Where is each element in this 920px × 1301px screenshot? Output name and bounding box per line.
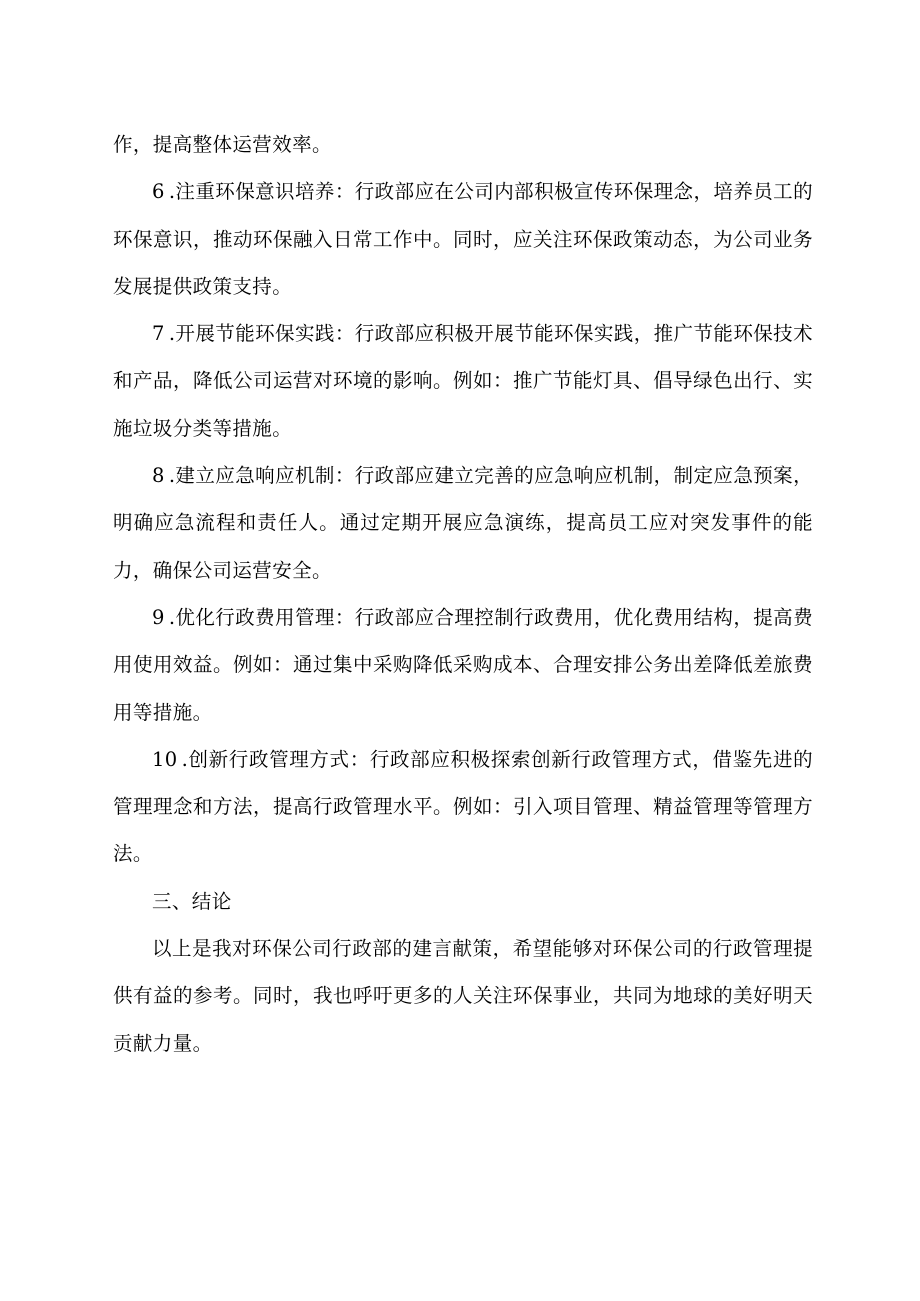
list-item-number: 9 xyxy=(152,605,165,629)
document-body xyxy=(113,121,813,1067)
list-item-number: 8 xyxy=(152,464,165,488)
list-item-7 xyxy=(113,310,813,452)
list-item-number: 7 xyxy=(152,322,165,346)
continuation-paragraph: 作，提高整体运营效率。 xyxy=(113,133,332,156)
list-item-text: .建立应急响应机制：行政部应建立完善的应急响应机制，制定应急预案，明确应急流程和责任人。通过定期开展应急演练，提高员工应对突发事件的能力，确保公司运营安全。 xyxy=(113,464,813,582)
list-item-6 xyxy=(113,168,813,310)
list-item-number: 6 xyxy=(152,180,165,204)
list-item-text: .创新行政管理方式：行政部应积极探索创新行政管理方式，借鉴先进的管理理念和方法，提高行政管理水平。例如：引入项目管理、精益管理等管理方法。 xyxy=(113,747,813,866)
list-item-text: .优化行政费用管理：行政部应合理控制行政费用，优化费用结构，提高费用使用效益。例如：通过集中采购降低采购成本、合理安排公务出差降低差旅费用等措施。 xyxy=(113,605,813,724)
list-item-number: 10 xyxy=(152,747,178,771)
list-item-8 xyxy=(113,452,813,594)
list-item-10 xyxy=(113,736,813,878)
list-item-text: .注重环保意识培养：行政部应在公司内部积极宣传环保理念，培养员工的环保意识，推动环保融入日常工作中。同时，应关注环保政策动态，为公司业务发展提供政策支持。 xyxy=(113,180,813,298)
list-item-text: .开展节能环保实践：行政部应积极开展节能环保实践，推广节能环保技术和产品，降低公司运营对环境的影响。例如：推广节能灯具、倡导绿色出行、实施垃圾分类等措施。 xyxy=(113,322,813,440)
section-heading-conclusion: 三、结论 xyxy=(152,889,232,913)
list-item-9 xyxy=(113,594,813,736)
conclusion-paragraph: 以上是我对环保公司行政部的建言献策，希望能够对环保公司的行政管理提供有益的参考。同时，我也呼吁更多的人关注环保事业，共同为地球的美好明天贡献力量。 xyxy=(113,937,813,1055)
